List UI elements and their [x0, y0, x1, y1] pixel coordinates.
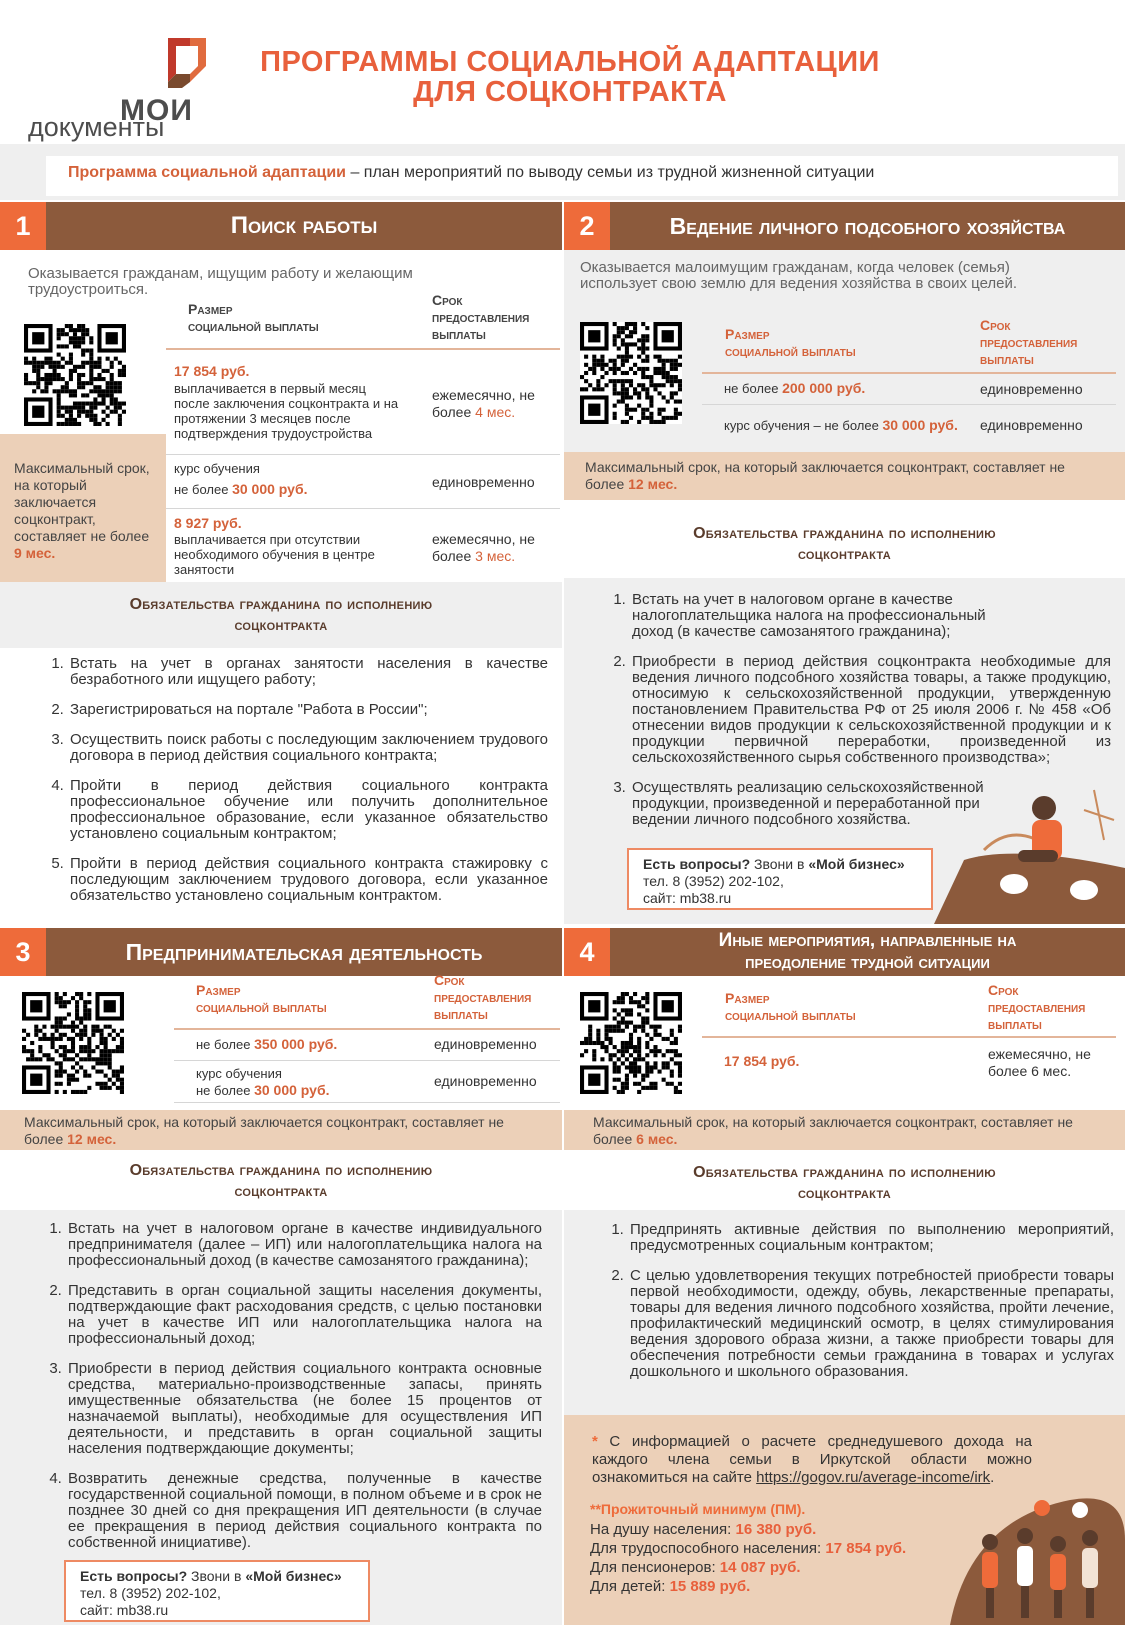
contact-site[interactable]: сайт: mb38.ru	[80, 1602, 169, 1618]
info-dot: .	[990, 1469, 995, 1486]
row-amount: 17 854 руб.	[724, 1053, 800, 1069]
term-header-line-3: выплаты	[988, 1016, 1042, 1032]
obligations-title-line-2: соцконтракта	[234, 617, 328, 634]
obligation-item: 3. Осуществлять реализацию сельскохозяйственной продукции, произведенной и переработанной при ведении личного подсобного хозяйства.	[630, 780, 1006, 828]
row-note: курс обучения	[196, 1066, 282, 1081]
pm-label: Для детей:	[590, 1578, 670, 1595]
max-term-text: Максимальный срок, на который заключается соцконтракт, составляет не более	[593, 1114, 1073, 1147]
term-header-line-3: выплаты	[980, 351, 1034, 367]
section-3-size-header	[196, 982, 327, 1016]
row-amount: 17 854 руб.	[174, 363, 250, 379]
row-amount: 30 000 руб.	[882, 417, 958, 433]
pm-line	[590, 1558, 906, 1577]
section-4-row-1-period: ежемесячно, не более 6 мес.	[988, 1046, 1091, 1079]
obligation-item: 2. Приобрести в период действия соцконтракта необходимые для ведения личного подсобного хозяйства товары, а также продукцию, относимую к сельскохозяйственной продукции, утвержденную постановлением Правительства РФ от 25 июля 2006 г. № 458 «Об отнесении видов продукции к сельскохозяйственной продукции и к продукции первичной переработки, произведенной из сельскохозяйственного сырья собственного производства»;	[630, 654, 1111, 766]
pm-value: 17 854 руб.	[825, 1540, 907, 1557]
section-4-term-header	[988, 982, 1112, 1033]
term-header-line-1: Срок	[988, 982, 1019, 998]
section-4-header	[564, 928, 1125, 976]
obligation-item: 2. Представить в орган социальной защиты населения документы, подтверждающие факт расходования средств, с целью постановки на учет в качестве ИП или налогоплательщика налога на профессиональный доход;	[66, 1283, 542, 1347]
obligation-item: 4. Пройти в период действия социального контракта профессиональное обучение или получить дополнительное профессиональное образование, если указанное обязательство установлено социальным контрактом;	[68, 778, 548, 842]
max-term-text: Максимальный срок, на который заключается соцконтракт, составляет не более	[14, 460, 150, 544]
people-illustration	[930, 1480, 1125, 1625]
row-divider	[174, 1102, 560, 1103]
term-header-line-2: предоставления	[434, 989, 532, 1005]
obligation-item: 1. Встать на учет в налоговом органе в качестве налогоплательщика налога на профессиональный доход (в качестве самозанятого гражданина);	[630, 592, 990, 640]
row-amount: 30 000 руб.	[232, 481, 308, 497]
max-term-text: Максимальный срок, на который заключается соцконтракт, составляет не более	[585, 459, 1065, 492]
page-title	[225, 47, 915, 107]
row-period: ежемесячно, не более	[432, 531, 535, 564]
size-header-line-2: социальной выплаты	[188, 318, 319, 334]
section-3-title: Предпринимательская деятельность	[125, 938, 483, 965]
term-header-line-3: выплаты	[432, 326, 486, 342]
income-info-link[interactable]: https://gogov.ru/average-income/irk	[756, 1469, 991, 1486]
row-prefix: не более	[196, 1037, 255, 1052]
section-3-header	[0, 928, 562, 976]
row-prefix: не более	[724, 381, 783, 396]
section-2-contact-box	[627, 848, 933, 910]
pm-line	[590, 1577, 906, 1596]
section-1-row-2-period: единовременно	[432, 474, 535, 490]
section-2-table-rule	[702, 372, 1116, 374]
section-1-qr-code	[24, 324, 126, 426]
term-header-line-1: Срок	[432, 292, 463, 308]
section-3-row-2-period: единовременно	[434, 1073, 537, 1089]
section-1-row-3-period	[432, 531, 552, 565]
row-period-months: 3 мес.	[475, 548, 516, 564]
max-term-value: 12 мес.	[628, 476, 678, 492]
pm-value: 15 889 руб.	[669, 1578, 751, 1595]
section-1-row-1-size	[174, 364, 402, 441]
section-2-size-header	[725, 326, 856, 360]
section-1-description: Оказывается гражданам, ищущим работу и желающим трудоустроиться.	[28, 265, 413, 298]
term-header-line-3: выплаты	[434, 1006, 488, 1022]
logo-icon	[160, 38, 206, 88]
size-header-line-2: социальной выплаты	[725, 1007, 856, 1023]
section-1-row-1-period	[432, 387, 552, 421]
max-term-text: Максимальный срок, на который заключается соцконтракт, составляет не более	[24, 1114, 504, 1147]
row-amount: 200 000 руб.	[782, 380, 866, 396]
section-2-number: 2	[564, 202, 610, 250]
page-title-line-2: ДЛЯ СОЦКОНТРАКТА	[413, 76, 727, 108]
row-prefix: курс обучения – не более	[724, 418, 883, 433]
max-term-value: 6 мес.	[636, 1131, 678, 1147]
section-4-row-1-size	[724, 1054, 799, 1069]
row-amount: 8 927 руб.	[174, 515, 242, 531]
section-2-header	[564, 202, 1125, 250]
section-2-description: Оказывается малоимущим гражданам, когда человек (семья) использует свою землю для ведения хозяйства в своих целей.	[580, 259, 1018, 292]
income-info	[592, 1433, 1032, 1487]
section-4-size-header	[725, 990, 856, 1024]
section-4-obligations-list	[604, 1222, 1114, 1394]
section-1-term-header	[432, 292, 552, 343]
obligation-item: 3. Осуществить поиск работы с последующим заключением трудового договора в период действия социального контракта;	[68, 732, 548, 764]
obligation-item: 3. Приобрести в период действия социального контракта основные средства, материально-производственные запасы, принять имущественные обязательства (не более 15 процентов от назначаемой выплаты), необходимые для осуществления ИП деятельности, и представить в орган социальной защиты населения подтверждающие документы;	[66, 1361, 542, 1457]
pm-label: Для пенсионеров:	[590, 1559, 720, 1576]
contact-call: Звони в	[750, 856, 809, 872]
pm-line	[590, 1520, 906, 1539]
section-1-header	[0, 202, 562, 250]
obligation-item: 1. Встать на учет в органах занятости населения в качестве безработного или ищущего работу;	[68, 656, 548, 688]
obligation-item: 4. Возвратить денежные средства, полученные в качестве государственной социальной помощи, в полном объеме и в срок не позднее 30 дней со дня прекращения ИП деятельности (в случае ее прекращения в период действия социального контракта по собственной инициативе).	[66, 1471, 542, 1551]
obligation-item: 5. Пройти в период действия социального контракта стажировку с последующим заключением трудового договора, если указанное обязательство установлено социальным контрактом.	[68, 856, 548, 904]
obligations-title-line-2: соцконтракта	[797, 546, 892, 563]
section-1-title: Поиск работы	[230, 212, 378, 239]
section-4-qr-code	[580, 992, 682, 1094]
contact-phone[interactable]: тел. 8 (3952) 202-102,	[80, 1585, 221, 1601]
section-3-qr-code	[22, 992, 124, 1094]
section-2-term-header	[980, 317, 1100, 368]
row-note: выплачивается при отсутствии необходимого обучения в центре занятости	[174, 532, 375, 577]
pm-value: 16 380 руб.	[735, 1521, 817, 1538]
section-2-qr-code	[580, 322, 682, 424]
subsistence-minimum-title: **Прожиточный минимум (ПМ).	[590, 1501, 806, 1517]
section-1-obligations-title	[0, 594, 562, 636]
pm-label: На душу населения:	[590, 1521, 736, 1538]
section-4-max-term	[593, 1114, 1093, 1148]
section-2-row-2-size	[724, 418, 958, 433]
section-1-row-3-size	[174, 516, 402, 577]
farm-illustration	[934, 780, 1125, 924]
section-2-obligations-title	[564, 523, 1125, 565]
obligation-item: 2. С целью удовлетворения текущих потребностей приобрести товары первой необходимости, одежду, обувь, лекарственные препараты, товары для ведения личного подсобного хозяйства, пройти лечение, профилактический медицинский осмотр, в целях стимулирования ведения здорового образа жизни, а также приобрести товары для обеспечения потребности семьи гражданина в товарах и услугах дошкольного и школьного образования.	[628, 1268, 1114, 1380]
section-3-term-header	[434, 972, 558, 1023]
row-divider	[702, 404, 1116, 405]
row-prefix: не более	[174, 482, 233, 497]
obligations-title-line-1: Обязательства гражданина по исполнению	[693, 1164, 996, 1181]
term-header-line-2: предоставления	[980, 334, 1078, 350]
subsistence-minimum-list	[590, 1520, 906, 1596]
contact-question: Есть вопросы?	[643, 856, 751, 872]
term-header-line-2: предоставления	[988, 999, 1086, 1015]
contact-site[interactable]: сайт: mb38.ru	[643, 890, 732, 906]
size-header-line-2: социальной выплаты	[725, 343, 856, 359]
pm-value: 14 087 руб.	[719, 1559, 801, 1576]
logo-text-documents: документы	[28, 112, 165, 142]
intro-definition	[46, 156, 1118, 196]
max-term-value: 9 мес.	[14, 545, 56, 561]
section-3-row-2-size	[196, 1066, 329, 1098]
size-header-line-1: Размер	[188, 301, 233, 317]
logo-text-moi: МОИ	[120, 94, 193, 127]
section-2-max-term	[585, 459, 1105, 493]
info-star: *	[592, 1433, 598, 1450]
section-3-contact-box	[64, 1560, 370, 1622]
contact-phone[interactable]: тел. 8 (3952) 202-102,	[643, 873, 784, 889]
row-period: ежемесячно, не более	[432, 387, 535, 420]
term-header-line-1: Срок	[980, 317, 1011, 333]
pm-line	[590, 1539, 906, 1558]
section-4-table-rule	[702, 1036, 1116, 1038]
row-period-months: 4 мес.	[475, 404, 516, 420]
section-3-number: 3	[0, 928, 46, 976]
section-2-row-2-period: единовременно	[980, 417, 1083, 433]
contact-org: «Мой бизнес»	[245, 1568, 342, 1584]
contact-org: «Мой бизнес»	[808, 856, 905, 872]
size-header-line-1: Размер	[725, 326, 770, 342]
term-header-line-1: Срок	[434, 972, 465, 988]
size-header-line-1: Размер	[725, 990, 770, 1006]
section-1-size-header	[188, 301, 319, 335]
section-3-table-rule	[174, 1028, 560, 1030]
pm-label: Для трудоспособного населения:	[590, 1540, 826, 1557]
section-4-number: 4	[564, 928, 610, 976]
section-4-title-line-2: преодоление трудной ситуации	[745, 952, 990, 973]
info-text: С информацией о расчете среднедушевого дохода на каждого члена семьи в Иркутской области можно ознакомиться на сайте	[592, 1433, 1032, 1486]
section-2-row-1-period: единовременно	[980, 381, 1083, 397]
section-1-max-term	[14, 460, 160, 562]
section-4-obligations-title	[564, 1162, 1125, 1204]
section-3-obligations-title	[0, 1160, 562, 1202]
section-4-title	[610, 928, 1125, 976]
obligations-title-line-1: Обязательства гражданина по исполнению	[693, 525, 996, 542]
row-amount: 30 000 руб.	[254, 1082, 330, 1098]
row-note: курс обучения	[174, 461, 260, 476]
obligations-title-line-2: соцконтракта	[797, 1185, 892, 1202]
obligations-title-line-2: соцконтракта	[234, 1183, 328, 1200]
section-3-obligations-list	[42, 1221, 542, 1565]
row-amount: 350 000 руб.	[254, 1036, 338, 1052]
row-prefix: не более	[196, 1083, 255, 1098]
section-2-row-1-size	[724, 381, 865, 396]
section-1-number: 1	[0, 202, 46, 250]
row-note: выплачивается в первый месяц после заключения соцконтракта и на протяжении 3 месяцев после подтверждения трудоустройства	[174, 381, 399, 441]
intro-text: – план мероприятий по выводу семьи из трудной жизненной ситуации	[346, 164, 875, 181]
page-title-line-1: ПРОГРАММЫ СОЦИАЛЬНОЙ АДАПТАЦИИ	[260, 46, 880, 78]
section-3-max-term	[24, 1114, 524, 1148]
contact-call: Звони в	[187, 1568, 246, 1584]
max-term-value: 12 мес.	[67, 1131, 117, 1147]
section-1-table-rule	[166, 348, 560, 350]
obligation-item: 1. Предпринять активные действия по выполнению мероприятий, предусмотренных социальным контрактом;	[628, 1222, 1114, 1254]
intro-term: Программа социальной адаптации	[68, 164, 347, 181]
obligation-item: 2. Зарегистрироваться на портале "Работа в России";	[68, 702, 548, 718]
obligations-title-line-1: Обязательства гражданина по исполнению	[129, 1162, 433, 1179]
contact-question: Есть вопросы?	[80, 1568, 188, 1584]
section-1-row-2-size	[174, 461, 402, 497]
size-header-line-2: социальной выплаты	[196, 999, 327, 1015]
term-header-line-2: предоставления	[432, 309, 530, 325]
section-4-title-line-1: Иные мероприятия, направленные на	[718, 930, 1017, 951]
section-1-obligations-list	[44, 656, 548, 918]
row-divider	[166, 508, 560, 509]
section-3-row-1-size	[196, 1037, 337, 1052]
size-header-line-1: Размер	[196, 982, 241, 998]
section-2-title: Ведение личного подсобного хозяйства	[669, 212, 1066, 239]
obligation-item: 1. Встать на учет в налоговом органе в качестве индивидуального предпринимателя (далее – ИП) или налогоплательщика налога на профессиональный доход (в качестве самозанятого гражданина);	[66, 1221, 542, 1269]
row-divider	[174, 1060, 560, 1061]
section-3-row-1-period: единовременно	[434, 1036, 537, 1052]
obligations-title-line-1: Обязательства гражданина по исполнению	[129, 596, 433, 613]
row-divider	[166, 454, 560, 455]
